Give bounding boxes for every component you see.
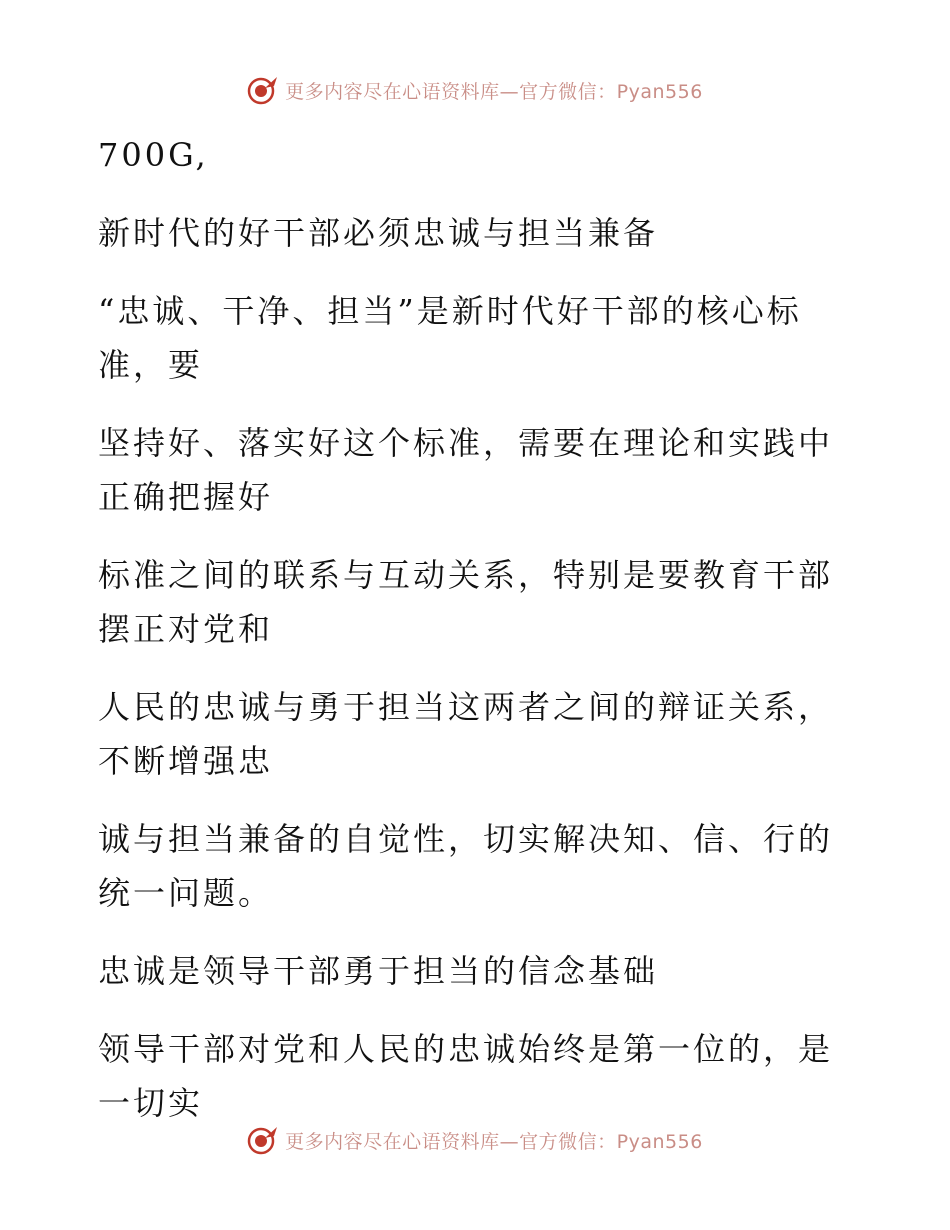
paragraph-line: 标准之间的联系与互动关系，特别是要教育干部 bbox=[98, 556, 834, 594]
paragraph-line: 一切实 bbox=[98, 1084, 204, 1122]
paragraph bbox=[98, 548, 838, 656]
paragraph bbox=[98, 680, 838, 788]
paragraph bbox=[98, 944, 838, 998]
paragraph-line: 领导干部对党和人民的忠诚始终是第一位的，是 bbox=[98, 1030, 834, 1068]
paragraph-line: 不断增强忠 bbox=[98, 742, 274, 780]
paragraph bbox=[98, 812, 838, 920]
quill-seal-icon bbox=[247, 1124, 279, 1156]
paragraph-line: 700G, bbox=[98, 136, 209, 174]
paragraph bbox=[98, 284, 838, 392]
document-body bbox=[98, 128, 838, 1154]
paragraph-line: 准，要 bbox=[98, 346, 204, 384]
paragraph-line: 忠诚是领导干部勇于担当的信念基础 bbox=[98, 952, 659, 990]
footer-banner bbox=[0, 1120, 950, 1160]
paragraph bbox=[98, 416, 838, 524]
paragraph-line: 摆正对党和 bbox=[98, 610, 274, 648]
paragraph bbox=[98, 1022, 838, 1130]
paragraph-line: 坚持好、落实好这个标准，需要在理论和实践中 bbox=[98, 424, 834, 462]
paragraph-line: 统一问题。 bbox=[98, 874, 274, 912]
paragraph bbox=[98, 206, 838, 260]
paragraph bbox=[98, 128, 838, 182]
paragraph-line: 正确把握好 bbox=[98, 478, 274, 516]
paragraph-line: 新时代的好干部必须忠诚与担当兼备 bbox=[98, 214, 659, 252]
paragraph-line: 人民的忠诚与勇于担当这两者之间的辩证关系， bbox=[98, 688, 834, 726]
quill-seal-icon bbox=[247, 74, 279, 106]
header-banner bbox=[0, 70, 950, 110]
footer-banner-text: 更多内容尽在心语资料库—官方微信：Pyan556 bbox=[285, 1130, 703, 1153]
header-banner-text: 更多内容尽在心语资料库—官方微信：Pyan556 bbox=[285, 80, 703, 103]
paragraph-line: “忠诚、干净、担当”是新时代好干部的核心标 bbox=[98, 292, 802, 330]
paragraph-line: 诚与担当兼备的自觉性，切实解决知、信、行的 bbox=[98, 820, 834, 858]
